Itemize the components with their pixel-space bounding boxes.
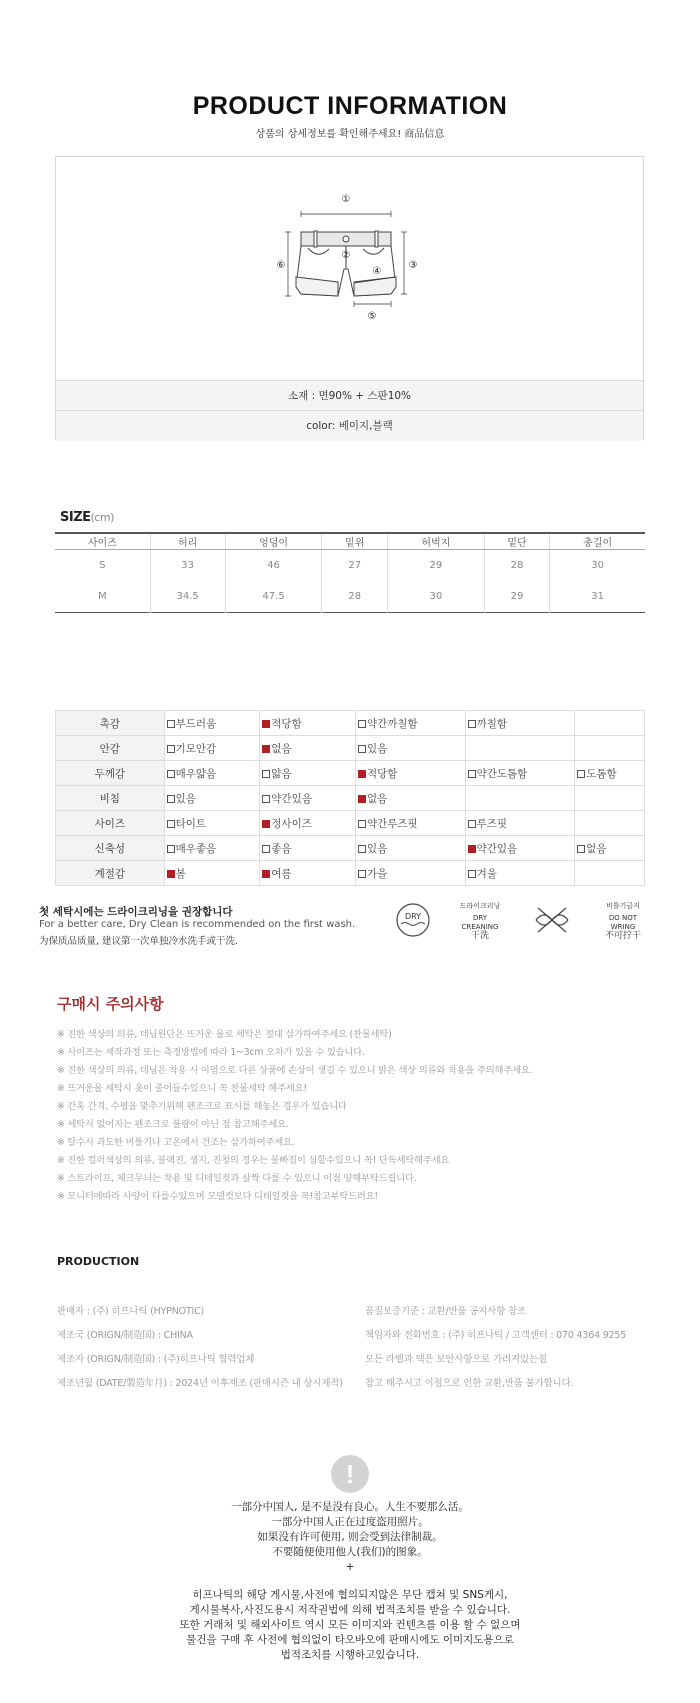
product-info-box (55, 156, 644, 440)
size-cell: M (55, 581, 150, 613)
list-item: 제조자 (ORIGN/制造国) : (주)히프나틱 협력업체 (57, 1354, 255, 1365)
checkbox-checked-icon (262, 720, 270, 728)
attribute-option-label: 정사이즈 (271, 817, 312, 830)
table-row (56, 836, 645, 861)
table-row (56, 811, 645, 836)
attribute-option (355, 761, 465, 786)
checkbox-empty-icon (167, 745, 175, 753)
checkbox-empty-icon (468, 870, 476, 878)
attribute-option (260, 711, 356, 736)
attribute-option-label: 없음 (366, 792, 388, 805)
attribute-option-label: 여름 (271, 867, 292, 880)
size-table (55, 532, 645, 613)
attribute-option-label: 얇음 (271, 767, 292, 780)
page-title: PRODUCT INFORMATION (192, 92, 508, 120)
checkbox-checked-icon (358, 770, 366, 778)
attribute-option (355, 711, 465, 736)
attribute-option-label: 겨울 (476, 867, 497, 880)
size-col-header: 엉덩이 (225, 533, 322, 550)
list-item: ※ 진한 색상의 의류, 데님은 착용 시 이염으로 다른 상품에 손상이 생길 수 있으니 밝은 색상 의류와 착용을 주의해주세요. (57, 1065, 533, 1076)
table-row (56, 761, 645, 786)
attribute-option (355, 736, 465, 761)
checkbox-checked-icon (468, 845, 476, 853)
list-item: + (345, 1561, 355, 1573)
marker-thigh: ④ (372, 266, 382, 277)
attribute-option-label: 있음 (366, 742, 388, 755)
attribute-label: 두께감 (56, 761, 165, 786)
attribute-option-label: 적당함 (271, 717, 302, 730)
wash-notice-cn: 为保质品质量, 建议第一次单独冷水洗手或干洗. (39, 936, 239, 947)
size-cell: 27 (322, 550, 388, 582)
attribute-option (575, 761, 645, 786)
attribute-option (465, 811, 575, 836)
attribute-option-label: 좋음 (271, 842, 292, 855)
attribute-option (355, 861, 465, 886)
checkbox-empty-icon (358, 720, 366, 728)
size-cell: 29 (484, 581, 550, 613)
attribute-option (355, 836, 465, 861)
marker-hem: ⑤ (367, 311, 377, 322)
list-item: 히프나틱의 해당 게시물,사전에 협의되지않은 무단 캡쳐 및 SNS게시, (192, 1589, 508, 1601)
caution-list (57, 1026, 532, 1206)
size-unit: (cm) (90, 511, 114, 524)
dry-clean-icon (393, 902, 433, 938)
checkbox-empty-icon (577, 845, 585, 853)
fabric-attributes-table (55, 710, 645, 886)
attribute-option (260, 761, 356, 786)
copyright-notice-ko (0, 1588, 700, 1663)
attribute-option-label: 없음 (271, 742, 292, 755)
attribute-option (355, 811, 465, 836)
checkbox-empty-icon (577, 770, 585, 778)
attribute-label: 신축성 (56, 836, 165, 861)
checkbox-checked-icon (262, 745, 270, 753)
attribute-option-label: 약간루즈핏 (366, 817, 418, 830)
attribute-option (465, 761, 575, 786)
size-col-header: 밑단 (484, 533, 550, 550)
attribute-option (164, 786, 260, 811)
list-item: 참고 해주시고 이점으로 인한 교환,반품 불가합니다. (365, 1378, 574, 1389)
attribute-option-label: 적당함 (366, 767, 398, 780)
list-item: 책임자와 전화번호 : (주) 히프나틱 / 고객센터 : 070 4364 9255 (365, 1330, 627, 1341)
attribute-option (465, 861, 575, 886)
attribute-option-label: 까칠함 (476, 717, 507, 730)
attribute-label: 안감 (56, 736, 165, 761)
list-item: 모든 라벨과 택은 보안사항으로 가려져있는점 (365, 1354, 547, 1365)
attribute-option-label: 약간도톰함 (476, 767, 528, 780)
checkbox-empty-icon (358, 745, 366, 753)
list-item: 一部分中国人, 是不是没有良心。人生不要那么活。 (231, 1501, 469, 1513)
attribute-option (575, 836, 645, 861)
list-item: ※ 스트라이프, 체크무늬는 착용 및 디테일컷과 살짝 다를 수 있으니 이점 양해부탁드립니다. (57, 1173, 417, 1184)
size-cell: 47.5 (225, 581, 322, 613)
production-right-column (365, 1300, 626, 1396)
attribute-option (164, 811, 260, 836)
attribute-option-label: 없음 (586, 842, 607, 855)
attribute-option-label: 약간까칠함 (366, 717, 418, 730)
size-cell: 28 (484, 550, 550, 582)
checkbox-empty-icon (358, 845, 366, 853)
dry-clean-label: 드라이크리닝 DRY CREANING 干洗 (459, 902, 501, 941)
attribute-option-label: 부드러움 (175, 717, 217, 730)
list-item: 물건을 구매 후 사전에 협의없이 타오바오에 판매시에도 이미지도용으로 (186, 1634, 514, 1646)
list-item: 법적조치를 시행하고있습니다. (280, 1649, 420, 1661)
size-col-header: 사이즈 (55, 533, 150, 550)
attribute-option (465, 836, 575, 861)
checkbox-empty-icon (167, 845, 175, 853)
attribute-option (164, 761, 260, 786)
attribute-label: 비침 (56, 786, 165, 811)
list-item: ※ 간혹 간격, 수평을 맞추기위해 펜조크로 표시를 해놓은 경우가 있습니다 (57, 1101, 347, 1112)
marker-length-right: ③ (408, 260, 418, 271)
attribute-option (355, 786, 465, 811)
empty-cell (575, 811, 645, 836)
list-item: 제조국 (ORIGN/制造国) : CHINA (57, 1330, 193, 1341)
checkbox-empty-icon (358, 820, 366, 828)
checkbox-empty-icon (468, 820, 476, 828)
attribute-option (164, 736, 260, 761)
list-item: 품질보증기준 : 교환/반품 공지사항 참조 (365, 1306, 526, 1317)
color-row: color: 베이지,블랙 (56, 410, 643, 441)
attribute-label: 촉감 (56, 711, 165, 736)
size-col-header: 허벅지 (388, 533, 485, 550)
marker-rise: ② (341, 250, 351, 261)
list-item: ※ 세탁시 없어지는 펜조크로 불량이 아닌 점 참고해주세요. (57, 1119, 289, 1130)
checkbox-empty-icon (167, 720, 175, 728)
wash-notice-ko: 첫 세탁시에는 드라이크리닝을 권장합니다 (39, 906, 233, 918)
table-row (56, 736, 645, 761)
attribute-option (260, 836, 356, 861)
checkbox-empty-icon (167, 795, 175, 803)
table-row (55, 550, 645, 582)
list-item: 제조년월 (DATE/製造年月) : 2024년 이후제조 (판매시즌 내 상시제작) (57, 1378, 343, 1389)
list-item: 또한 거래처 및 해외사이트 역시 모든 이미지와 컨텐츠를 이용 할 수 없으며 (179, 1619, 521, 1631)
list-item: ※ 진한 색상의 의류, 데님원단은 뜨거운 물로 세탁은 절대 삼가하여주세요 (찬물세탁) (57, 1029, 392, 1040)
empty-cell (575, 861, 645, 886)
dry-icon-text: DRY (404, 912, 422, 921)
table-row (56, 861, 645, 886)
list-item: 게시물복사,사진도용시 저작권법에 의해 법적조치를 받을 수 있습니다. (189, 1604, 511, 1616)
attribute-option-label: 도톰함 (586, 767, 617, 780)
attribute-option-label: 있음 (175, 792, 196, 805)
list-item: 판매자 : (주) 히프나틱 (HYPNOTIC) (57, 1306, 205, 1317)
list-item: ※ 진한 컬러색상의 의류, 블랙진, 생지, 진청의 경우는 물빠짐이 심할수있으니 꼭! 단독세탁해주세요 (57, 1155, 450, 1166)
attribute-option (260, 861, 356, 886)
checkbox-empty-icon (358, 870, 366, 878)
checkbox-empty-icon (468, 720, 476, 728)
size-col-header: 허리 (150, 533, 225, 550)
size-cell: 30 (591, 560, 605, 571)
list-item: ※ 탈수시 과도한 비틀기나 고온에서 건조는 삼가하여주세요. (57, 1137, 295, 1148)
size-cell: 28 (322, 581, 388, 613)
attribute-option-label: 루즈핏 (476, 817, 507, 830)
list-item: 一部分中国人正在过度盗用照片。 (271, 1516, 429, 1528)
checkbox-checked-icon (358, 795, 366, 803)
production-left-column (57, 1300, 343, 1396)
size-col-header: 총길이 (550, 533, 645, 550)
size-cell: S (55, 550, 150, 582)
attribute-option-label: 있음 (366, 842, 388, 855)
attribute-option-label: 약간있음 (271, 792, 312, 805)
attribute-option (260, 786, 356, 811)
attribute-option (260, 736, 356, 761)
size-cell: 46 (225, 550, 322, 582)
empty-cell (575, 711, 645, 736)
table-row (56, 786, 645, 811)
size-section-label (60, 510, 114, 525)
checkbox-empty-icon (262, 795, 270, 803)
material-row: 소재 : 면90% + 스판10% (56, 380, 643, 411)
marker-waist: ① (341, 194, 351, 205)
size-cell: 31 (591, 591, 605, 602)
warning-icon: ! (331, 1455, 369, 1493)
size-col-header: 밑위 (322, 533, 388, 550)
checkbox-empty-icon (468, 770, 476, 778)
attribute-option (164, 861, 260, 886)
checkbox-empty-icon (167, 770, 175, 778)
production-title: PRODUCTION (57, 1255, 140, 1268)
attribute-option-label: 가을 (366, 867, 388, 880)
size-cell: 34.5 (150, 581, 225, 613)
attribute-option (164, 836, 260, 861)
attribute-option (164, 711, 260, 736)
list-item: ※ 모니터에따라 사양이 다를수있으며 모델컷보다 디테일컷을 꼭!참고부탁드려요! (57, 1191, 378, 1202)
attribute-option-label: 약간있음 (476, 842, 518, 855)
list-item: ※ 뜨거운물 세탁시 옷이 줄어들수있으니 꼭 찬물세탁 해주세요! (57, 1083, 307, 1094)
size-cell: 30 (388, 581, 485, 613)
marker-length-left: ⑥ (276, 260, 286, 271)
checkbox-checked-icon (167, 870, 175, 878)
checkbox-checked-icon (262, 820, 270, 828)
attribute-label: 사이즈 (56, 811, 165, 836)
copyright-notice-cn (0, 1500, 700, 1575)
shorts-measurement-diagram (56, 157, 643, 380)
table-row (55, 581, 645, 613)
size-cell: 33 (150, 550, 225, 582)
list-item: ※ 사이즈는 제작과정 또는 측정방법에 따라 1~3cm 오차가 있을 수 있습니다. (57, 1047, 365, 1058)
checkbox-empty-icon (262, 845, 270, 853)
empty-cell (465, 786, 575, 811)
checkbox-checked-icon (262, 870, 270, 878)
size-cell: 29 (388, 550, 485, 582)
wash-notice-en: For a better care, Dry Clean is recommended on the first wash. (39, 919, 356, 930)
table-row (56, 711, 645, 736)
list-item: 不要随便使用他人(我们)的图象。 (272, 1546, 428, 1558)
checkbox-empty-icon (262, 770, 270, 778)
page-subtitle: 상품의 상세정보를 확인해주세요! 商品信息 (255, 129, 445, 140)
do-not-wring-label: 비틀기금지 DO NOT WRING 不可拧干 (604, 902, 641, 941)
caution-title: 구매시 주의사항 (57, 995, 164, 1013)
empty-cell (575, 786, 645, 811)
attribute-option-label: 타이트 (175, 817, 207, 830)
empty-cell (575, 736, 645, 761)
attribute-option-label: 기모안감 (175, 742, 217, 755)
checkbox-empty-icon (167, 820, 175, 828)
attribute-option (465, 711, 575, 736)
attribute-option (260, 811, 356, 836)
empty-cell (465, 736, 575, 761)
attribute-option-label: 매우좋음 (175, 842, 217, 855)
attribute-option-label: 매우얇음 (175, 767, 217, 780)
attribute-label: 계절감 (56, 861, 165, 886)
size-title: SIZE (60, 510, 91, 525)
attribute-option-label: 봄 (175, 867, 186, 880)
do-not-wring-icon (532, 905, 572, 935)
measurement-markers (277, 194, 418, 322)
list-item: 如果没有许可使用, 则会受到法律制裁。 (257, 1531, 443, 1543)
